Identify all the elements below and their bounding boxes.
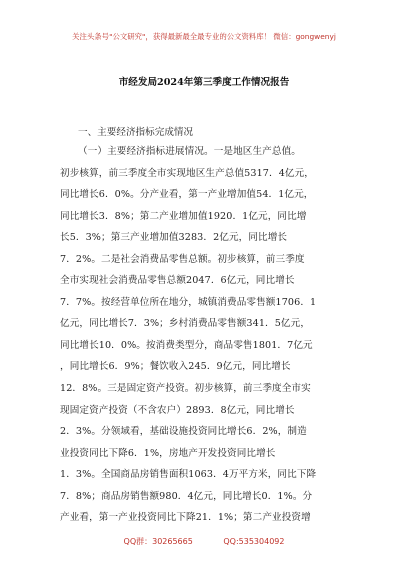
- paragraph-line: 2．3%。分领域看，基础设施投资同比增长6．2%，制造: [60, 426, 307, 438]
- paragraph-line: 全市实现社会消费品零售总额2047．6亿元，同比增长: [60, 275, 295, 287]
- header-note: 关注头条号"公文研究"，获得最新最全最专业的公文资料库！ 微信：gongwenyj: [72, 32, 336, 41]
- paragraph-line: 7．7%。按经营单位所在地分，城镇消费品零售额1706．1: [60, 296, 317, 308]
- body-paragraph: [60, 141, 356, 529]
- footer-qq-group: QQ群：30265665: [123, 537, 193, 546]
- footer-qq-number: QQ:535304092: [223, 537, 285, 546]
- paragraph-line: 产业看，第一产业投资同比下降21．1%；第二产业投资增: [60, 512, 311, 524]
- paragraph-line: （一）主要经济指标进展情况。一是地区生产总值。: [78, 146, 301, 157]
- paragraph-line: 12．8%。三是固定资产投资。初步核算，前三季度全市实: [60, 383, 311, 395]
- paragraph-line: 同比增长10．0%。按消费类型分，商品零售1801．7亿元: [60, 339, 313, 351]
- paragraph-line: 同比增长6．0%。分产业看，第一产业增加值54．1亿元，: [60, 189, 314, 201]
- paragraph-line: 7．2%。二是社会消费品零售总额。初步核算，前三季度: [60, 253, 305, 265]
- paragraph-line: 7．8%；商品房销售额980．4亿元，同比增长0．1%。分: [60, 490, 313, 502]
- paragraph-line: 初步核算，前三季度全市实现地区生产总值5317．4亿元，: [60, 167, 314, 179]
- paragraph-line: 业投资同比下降6．1%，房地产开发投资同比增长: [60, 447, 276, 459]
- footer-contact: [0, 536, 408, 547]
- paragraph-line: 同比增长3．8%；第二产业增加值1920．1亿元，同比增: [60, 210, 307, 222]
- paragraph-line: ，同比增长6．9%；餐饮收入245．9亿元，同比增长: [60, 361, 291, 373]
- section-heading: 一、主要经济指标完成情况: [78, 127, 194, 138]
- paragraph-line: 现固定资产投资（不含农户）2893．8亿元，同比增长: [60, 404, 295, 416]
- paragraph-line: 1．3%。全国商品房销售面积1063．4万平方米，同比下降: [60, 469, 317, 481]
- paragraph-line: 亿元，同比增长7．3%；乡村消费品零售额341．5亿元，: [60, 318, 311, 330]
- document-title: 市经发局2024年第三季度工作情况报告: [118, 77, 290, 88]
- paragraph-line: 长5．3%；第三产业增加值3283．2亿元，同比增长: [60, 232, 288, 244]
